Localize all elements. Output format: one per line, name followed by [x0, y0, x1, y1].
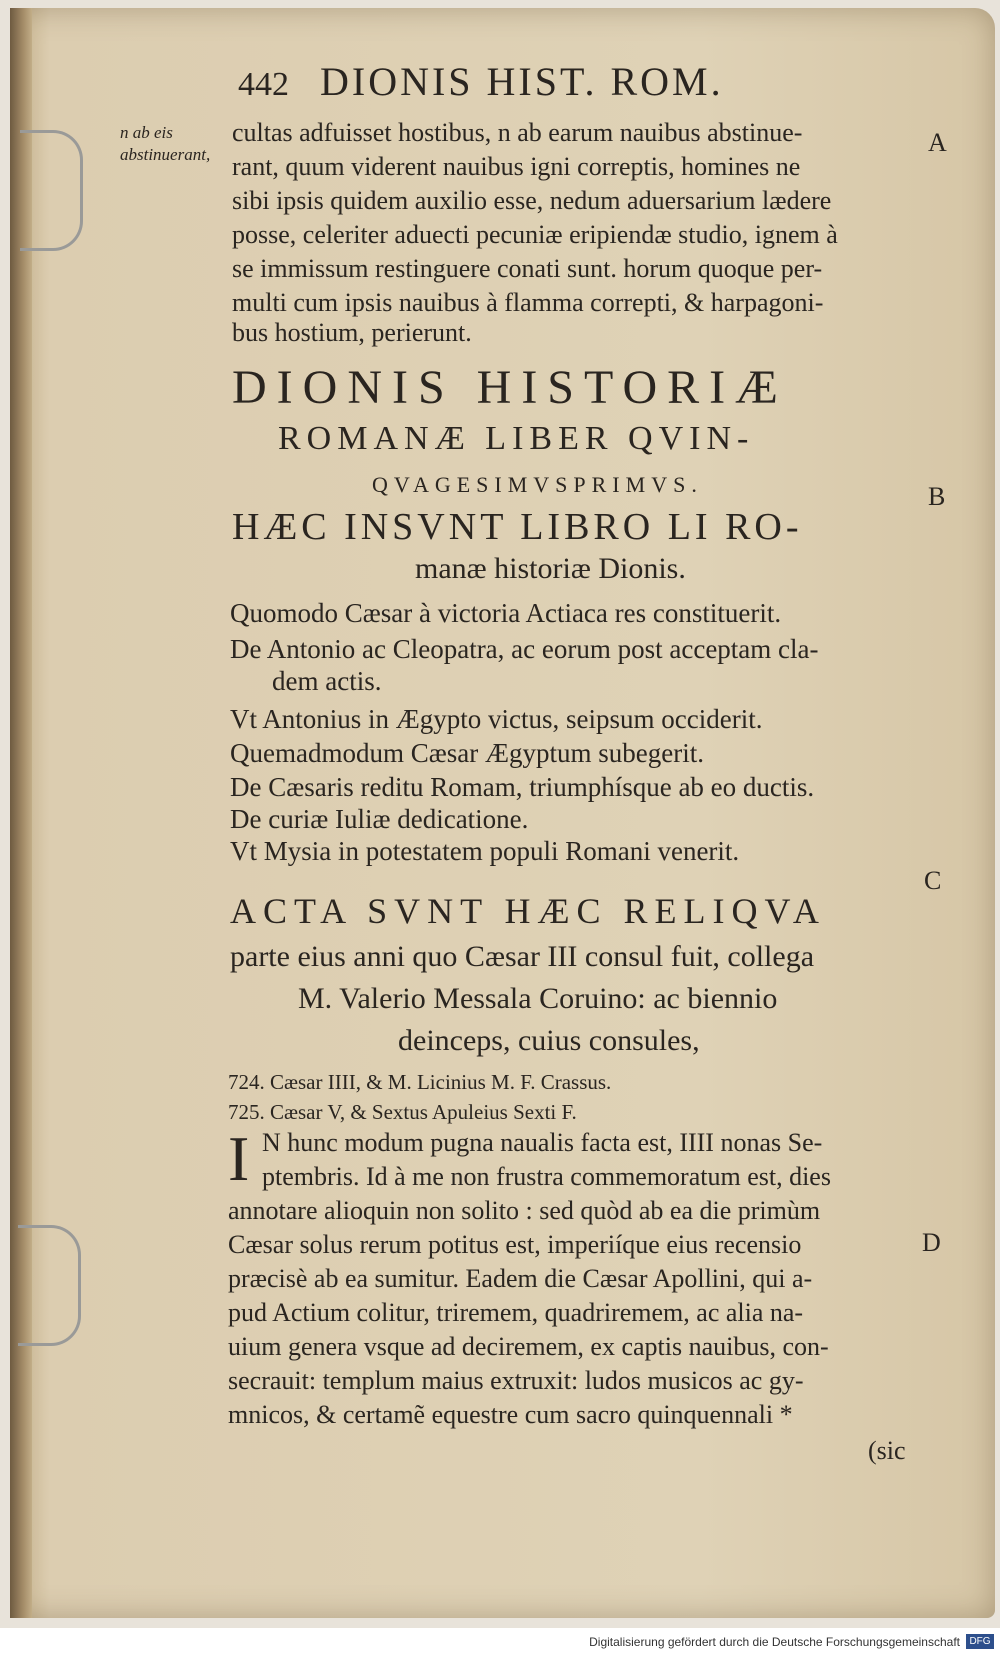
drop-cap: I [228, 1123, 250, 1194]
contents-item-6: De curiæ Iuliæ dedicatione. [230, 804, 529, 834]
acta-line-4: deinceps, cuius consules, [398, 1024, 700, 1057]
opening-line-2: rant, quum viderent nauibus igni correptis, homines ne [232, 152, 801, 181]
contents-item-5: De Cæsaris reditu Romam, triumphísque ab eo ductis. [230, 772, 815, 802]
consul-line-1: 724. Cæsar IIII, & M. Licinius M. F. Crassus. [228, 1070, 612, 1094]
acta-line-2: parte eius anni quo Cæsar III consul fuit, collega [230, 940, 815, 973]
contents-item-2: De Antonio ac Cleopatra, ac eorum post acceptam cla- [230, 634, 819, 664]
contents-heading-line-1: HÆC INSVNT LIBRO LI RO- [232, 506, 803, 548]
side-letter-b: B [928, 482, 946, 511]
side-letter-d: D [922, 1228, 941, 1257]
text-line-5: præcisè ab ea sumitur. Eadem die Cæsar Apollini, qui a- [228, 1264, 813, 1293]
text-line-8: secrauit: templum maius extruxit: ludos musicos ac gy- [228, 1366, 804, 1395]
text-line-4: Cæsar solus rerum potitus est, imperiíque eius recensio [228, 1230, 802, 1259]
opening-line-6: multi cum ipsis nauibus à flamma correpti, & harpagoni- [232, 288, 824, 317]
text-line-3: annotare alioquin non solito : sed quòd ab ea die primùm [228, 1196, 821, 1225]
contents-item-1: Quomodo Cæsar à victoria Actiaca res constituerit. [230, 598, 782, 628]
contents-item-3: Vt Antonius in Ægypto victus, seipsum occiderit. [230, 704, 763, 734]
catchword: (sic [868, 1436, 906, 1465]
text-line-9: mnicos, & certamẽ equestre cum sacro quinquennali * [228, 1400, 793, 1429]
acta-line-1: ACTA SVNT HÆC RELIQVA [230, 891, 826, 931]
page-clip-bottom [18, 1225, 81, 1346]
book-title-line-1: DIONIS HISTORIÆ [232, 361, 788, 414]
consul-line-2: 725. Cæsar V, & Sextus Apuleius Sexti F. [228, 1100, 577, 1124]
acta-line-3: M. Valerio Messala Coruino: ac biennio [298, 982, 778, 1015]
dfg-logo: DFG [966, 1634, 994, 1649]
text-line-6: pud Actium colitur, triremem, quadriremem, ac alia na- [228, 1298, 804, 1327]
page-clip-top [20, 130, 83, 251]
digitization-footer [0, 1628, 1000, 1655]
side-letter-c: C [924, 866, 942, 895]
text-line-2: ptembris. Id à me non frustra commemoratum est, dies [262, 1162, 831, 1191]
opening-line-5: se immissum restinguere conati sunt. horum quoque per- [232, 254, 823, 283]
opening-line-1: cultas adfuisset hostibus, n ab earum nauibus abstinue- [232, 118, 803, 147]
book-title-line-2: ROMANÆ LIBER QVIN- [278, 420, 755, 457]
text-line-7: uium genera vsque ad deciremem, ex captis nauibus, con- [228, 1332, 829, 1361]
opening-line-7: bus hostium, perierunt. [232, 318, 472, 347]
side-letter-a: A [928, 128, 947, 157]
contents-item-2-cont: dem actis. [272, 666, 382, 696]
running-header [238, 58, 724, 105]
contents-heading-line-2: manæ historiæ Dionis. [415, 552, 686, 585]
running-title: DIONIS HIST. ROM. [320, 59, 724, 104]
footer-credit: Digitalisierung gefördert durch die Deutsche Forschungsgemeinschaft [589, 1635, 960, 1649]
opening-line-4: posse, celeriter aduecti pecuniæ eripiendæ studio, ignem à [232, 220, 838, 249]
contents-item-4: Quemadmodum Cæsar Ægyptum subegerit. [230, 738, 704, 768]
text-line-1: N hunc modum pugna naualis facta est, IIII nonas Se- [262, 1128, 823, 1157]
page-number: 442 [238, 66, 289, 103]
opening-line-3: sibi ipsis quidem auxilio esse, nedum aduersarium lædere [232, 186, 832, 215]
margin-note: n ab eis abstinuerant, [120, 123, 211, 164]
contents-item-7: Vt Mysia in potestatem populi Romani venerit. [230, 836, 740, 866]
book-title-line-3: QVAGESIMVSPRIMVS. [372, 472, 703, 497]
